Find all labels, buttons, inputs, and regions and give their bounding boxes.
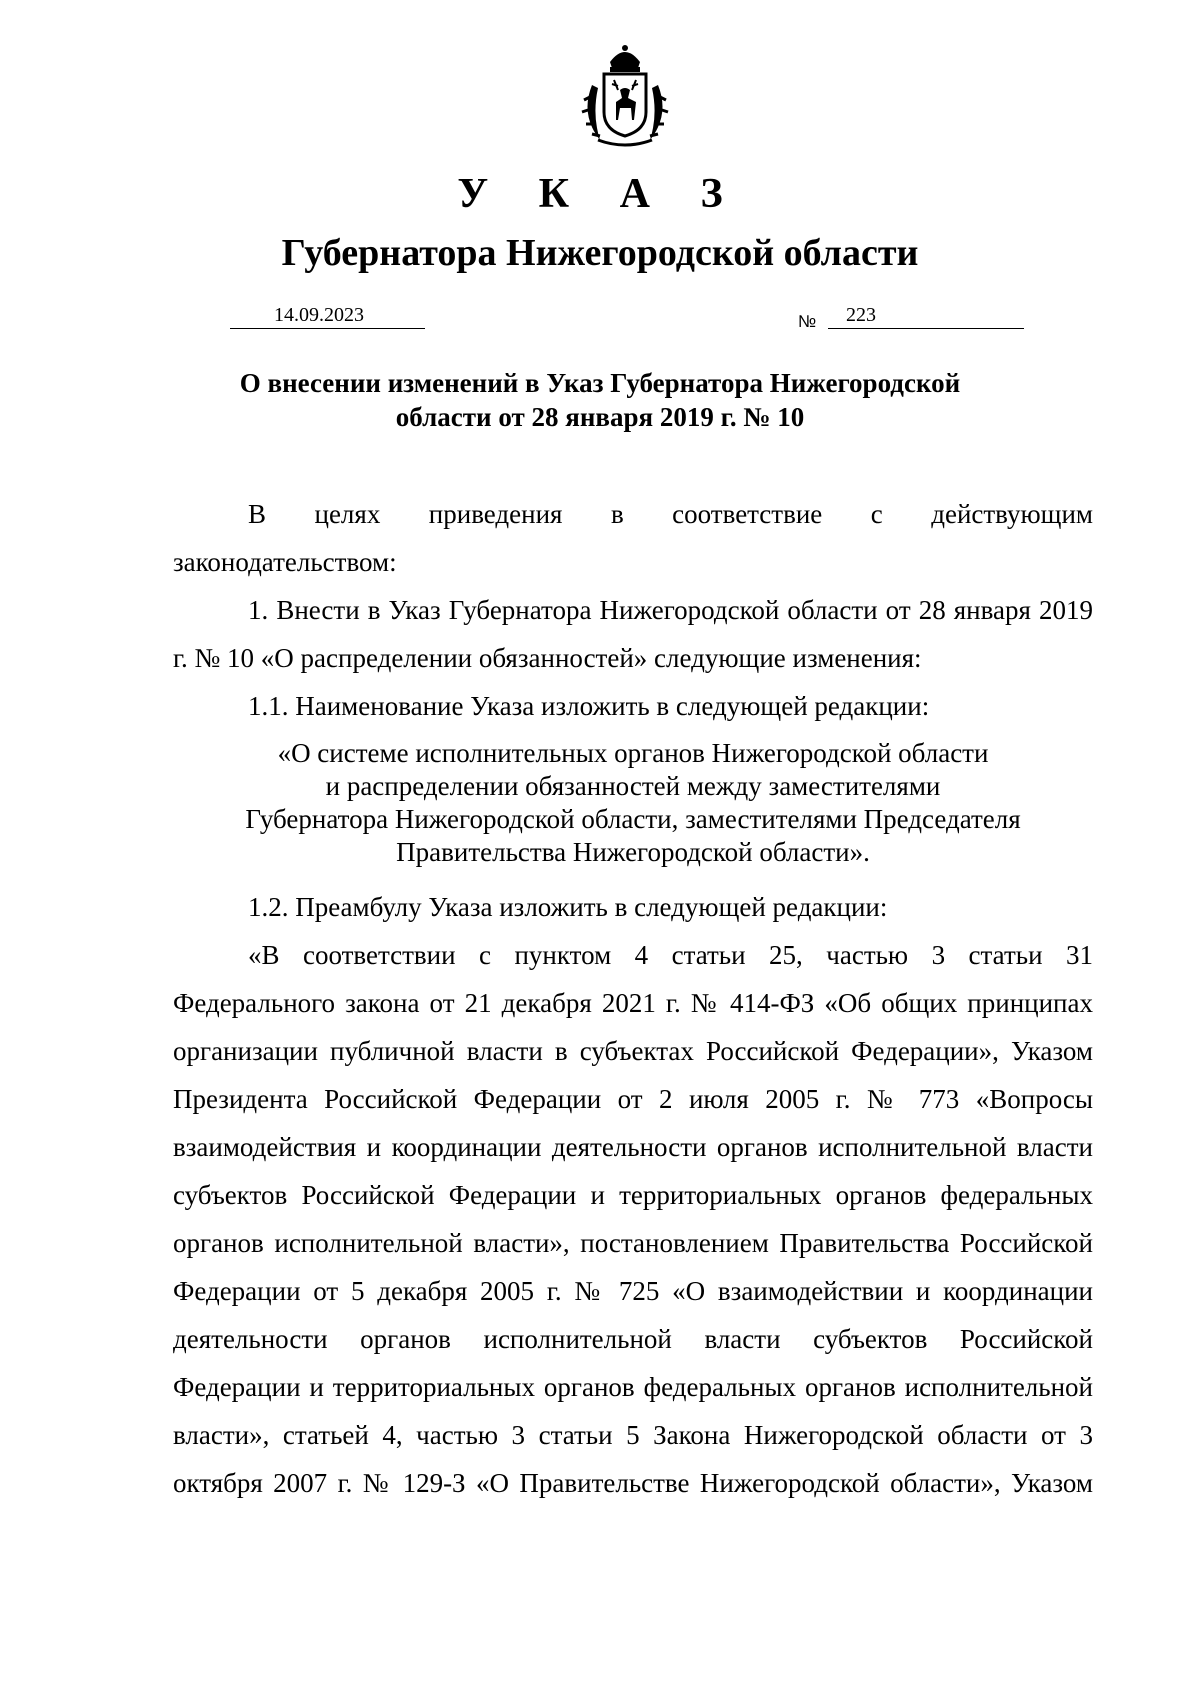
intro-paragraph-line: В целях приведения в соответствие с действующим — [248, 499, 1093, 529]
number-label: № — [798, 312, 817, 331]
preamble-paragraph: «В соответствии с пунктом 4 статьи 25, частью 3 статьи 31 Федерального закона от 21 декабря 2021 г. № 414-ФЗ «Об общих принципах организации публичной власти в субъектах Российской Федерации», Указом Президента Российской Федерации от 2 июля 2005 г. № 773 «Вопросы взаимодействия и координации деятельности органов исполнительной власти субъектов Российской Федерации и территориальных органов федеральных органов исполнительной власти», постановлением Правительства Российской Федерации от 5 декабря 2005 г. № 725 «О взаимодействии и координации деятельности органов исполнительной власти субъектов Российской Федерации и территориальных органов федеральных органов исполнительной власти», статьей 4, частью 3 статьи 5 Закона Нижегородской области от 3 октября 2007 г. № 129-З «О Правительстве Нижегородской области», Указом — [173, 940, 1093, 1498]
heading-line: О внесении изменений в Указ Губернатора Нижегородской — [239, 368, 961, 398]
intro-paragraph-line: законодательством: — [173, 547, 397, 577]
paragraph-1: 1. Внести в Указ Губернатора Нижегородской области от 28 января 2019 г. № 10 «О распределении обязанностей» следующие изменения: — [173, 595, 1093, 673]
coat-of-arms-icon — [570, 40, 680, 150]
document-type-title: У К А З — [457, 171, 743, 217]
paragraph-1-2: 1.2. Преамбулу Указа изложить в следующей редакции: — [248, 892, 888, 922]
heading-line: области от 28 января 2019 г. № 10 — [395, 402, 805, 432]
quote-line: Правительства Нижегородской области». — [396, 837, 870, 867]
quote-line: «О системе исполнительных органов Нижегородской области — [277, 738, 989, 768]
document-heading — [180, 366, 1020, 434]
issuer-title: Губернатора Нижегородской области — [281, 232, 919, 274]
paragraph-1-1: 1.1. Наименование Указа изложить в следующей редакции: — [248, 691, 930, 721]
quote-line: и распределении обязанностей между заместителями — [325, 771, 941, 801]
document-body — [173, 490, 1093, 1507]
document-number: 223 — [828, 302, 1024, 329]
document-date: 14.09.2023 — [230, 302, 425, 329]
new-title-quote — [173, 737, 1093, 869]
quote-line: Губернатора Нижегородской области, заместителями Председателя — [245, 804, 1021, 834]
